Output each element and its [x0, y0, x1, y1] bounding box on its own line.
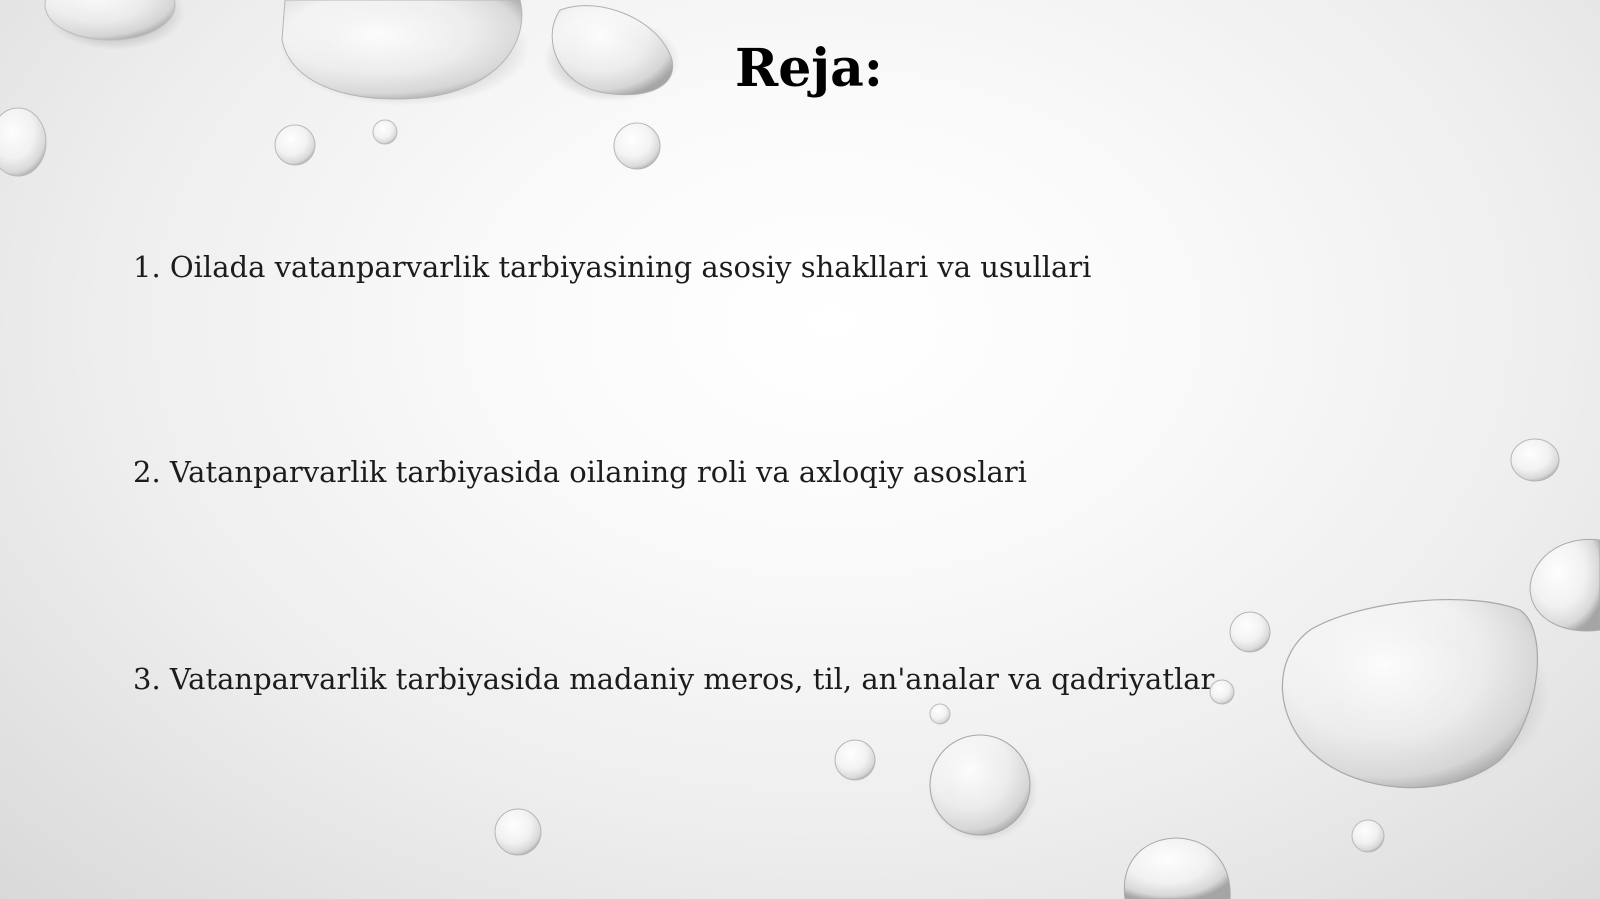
slide-title: Reja: — [734, 38, 883, 99]
droplet — [495, 809, 541, 855]
droplet — [0, 108, 46, 176]
droplet — [835, 740, 875, 780]
list-item: 2. Vatanparvarlik tarbiyasida oilaning roli va axloqiy asoslari — [133, 455, 1027, 489]
droplet — [928, 735, 1038, 842]
droplet — [275, 125, 315, 165]
droplet — [1230, 612, 1270, 652]
droplet — [1280, 600, 1550, 790]
droplet — [614, 123, 660, 169]
droplet — [1124, 838, 1230, 899]
droplet — [1530, 539, 1600, 631]
droplet — [1511, 439, 1559, 481]
droplet — [1352, 820, 1384, 852]
list-item: 3. Vatanparvarlik tarbiyasida madaniy meros, til, an'analar va qadriyatlar — [133, 662, 1215, 696]
droplet — [373, 120, 397, 144]
droplet — [930, 704, 950, 724]
list-item: 1. Oilada vatanparvarlik tarbiyasining asosiy shakllari va usullari — [133, 250, 1092, 284]
